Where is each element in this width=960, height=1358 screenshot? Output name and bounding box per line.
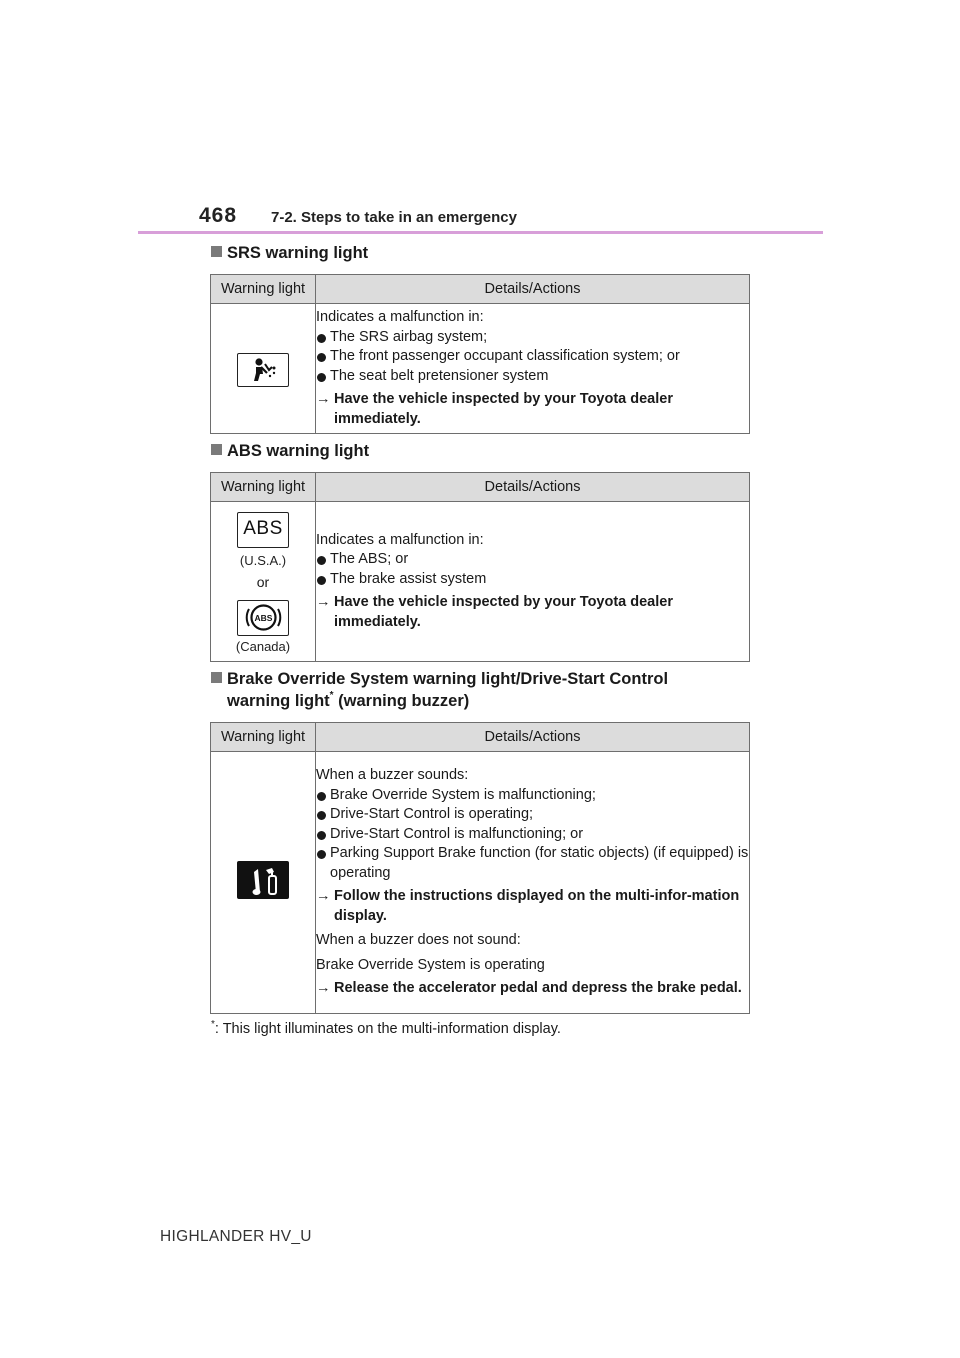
- bullet-dot-icon: [317, 850, 326, 859]
- brake-override-action-1: → Follow the instructions displayed on the multi-infor-mation display.: [316, 888, 740, 924]
- srs-icon-cell: [211, 304, 316, 434]
- bullet-dot-icon: [317, 556, 326, 565]
- srs-bullet-list: [316, 328, 749, 387]
- brake-override-table: [210, 722, 750, 1014]
- brake-override-heading-text-2: warning light: [227, 692, 330, 710]
- brake-override-heading-text-3: (warning buzzer): [333, 692, 470, 710]
- list-item: The brake assist system: [316, 570, 749, 590]
- bullet-dot-icon: [317, 373, 326, 382]
- section-title: 7-2. Steps to take in an emergency: [271, 209, 517, 226]
- col-warning-light-header: Warning light: [211, 275, 316, 304]
- brake-override-heading: [211, 668, 668, 712]
- page-number: 468: [199, 204, 238, 227]
- header-divider: [138, 231, 823, 234]
- abs-or-text: or: [256, 573, 270, 590]
- abs-bullet-list: [316, 550, 749, 589]
- brake-override-icon-cell: [211, 752, 316, 1014]
- abs-usa-caption: (U.S.A.): [239, 552, 287, 568]
- abs-canada-caption: (Canada): [235, 638, 291, 654]
- list-item: Parking Support Brake function (for static objects) (if equipped) is operating: [316, 844, 749, 883]
- arrow-icon: →: [316, 594, 331, 611]
- svg-text:ABS: ABS: [254, 612, 272, 623]
- bullet-dot-icon: [317, 792, 326, 801]
- buzzer-no-sound-intro: When a buzzer does not sound:: [316, 932, 521, 949]
- arrow-icon: →: [316, 980, 331, 997]
- abs-action: → Have the vehicle inspected by your Toyota dealer immediately.: [316, 594, 673, 630]
- list-item: The front passenger occupant classification system; or: [316, 347, 749, 367]
- srs-details: [316, 304, 750, 434]
- brake-override-action-2: → Release the accelerator pedal and depress the brake pedal.: [316, 979, 749, 999]
- srs-heading: [211, 242, 368, 264]
- bullet-dot-icon: [317, 353, 326, 362]
- col-details-header: Details/Actions: [316, 723, 750, 752]
- brake-override-icon: [237, 861, 289, 899]
- list-item: The ABS; or: [316, 550, 749, 570]
- list-item: Brake Override System is malfunctioning;: [316, 786, 749, 806]
- col-details-header: Details/Actions: [316, 473, 750, 502]
- list-item: The SRS airbag system;: [316, 328, 749, 348]
- abs-icon-cell: [211, 502, 316, 662]
- bullet-dot-icon: [317, 334, 326, 343]
- square-bullet-icon: [211, 672, 222, 683]
- square-bullet-icon: [211, 246, 222, 257]
- col-warning-light-header: Warning light: [211, 723, 316, 752]
- srs-airbag-icon: [237, 353, 289, 387]
- col-details-header: Details/Actions: [316, 275, 750, 304]
- list-item: The seat belt pretensioner system: [316, 367, 749, 387]
- abs-details: [316, 502, 750, 662]
- srs-table: [210, 274, 750, 434]
- bullet-dot-icon: [317, 831, 326, 840]
- list-item: Drive-Start Control is malfunctioning; or: [316, 825, 749, 845]
- arrow-icon: →: [316, 391, 331, 407]
- abs-canada-icon: [237, 600, 289, 636]
- square-bullet-icon: [211, 444, 222, 455]
- footnote-marker: *: [329, 690, 334, 701]
- srs-action: → Have the vehicle inspected by your Toyota dealer immediately.: [316, 391, 673, 427]
- abs-heading: [211, 440, 369, 462]
- list-item: Drive-Start Control is operating;: [316, 805, 749, 825]
- arrow-icon: →: [316, 888, 331, 905]
- bullet-dot-icon: [317, 576, 326, 585]
- abs-intro: Indicates a malfunction in:: [316, 531, 484, 548]
- brake-override-heading-text-1: Brake Override System warning light/Drive-Start Control: [227, 670, 669, 688]
- buzzer-sounds-intro: When a buzzer sounds:: [316, 767, 469, 784]
- brake-override-details: [316, 752, 750, 1014]
- footnote: [211, 1019, 561, 1037]
- footer-model: HIGHLANDER HV_U: [160, 1228, 312, 1245]
- abs-table: [210, 472, 750, 662]
- brake-override-bullet-list: [316, 786, 749, 884]
- bullet-dot-icon: [317, 811, 326, 820]
- page-header: [0, 0, 960, 240]
- col-warning-light-header: Warning light: [211, 473, 316, 502]
- srs-heading-text: SRS warning light: [227, 244, 369, 262]
- abs-heading-text: ABS warning light: [227, 442, 370, 460]
- abs-usa-icon: ABS: [237, 512, 289, 548]
- footnote-text: : This light illuminates on the multi-information display.: [214, 1021, 561, 1037]
- footnote-star: *: [211, 1019, 215, 1030]
- buzzer-no-sound-text: Brake Override System is operating: [316, 956, 545, 973]
- srs-intro: Indicates a malfunction in:: [316, 309, 484, 325]
